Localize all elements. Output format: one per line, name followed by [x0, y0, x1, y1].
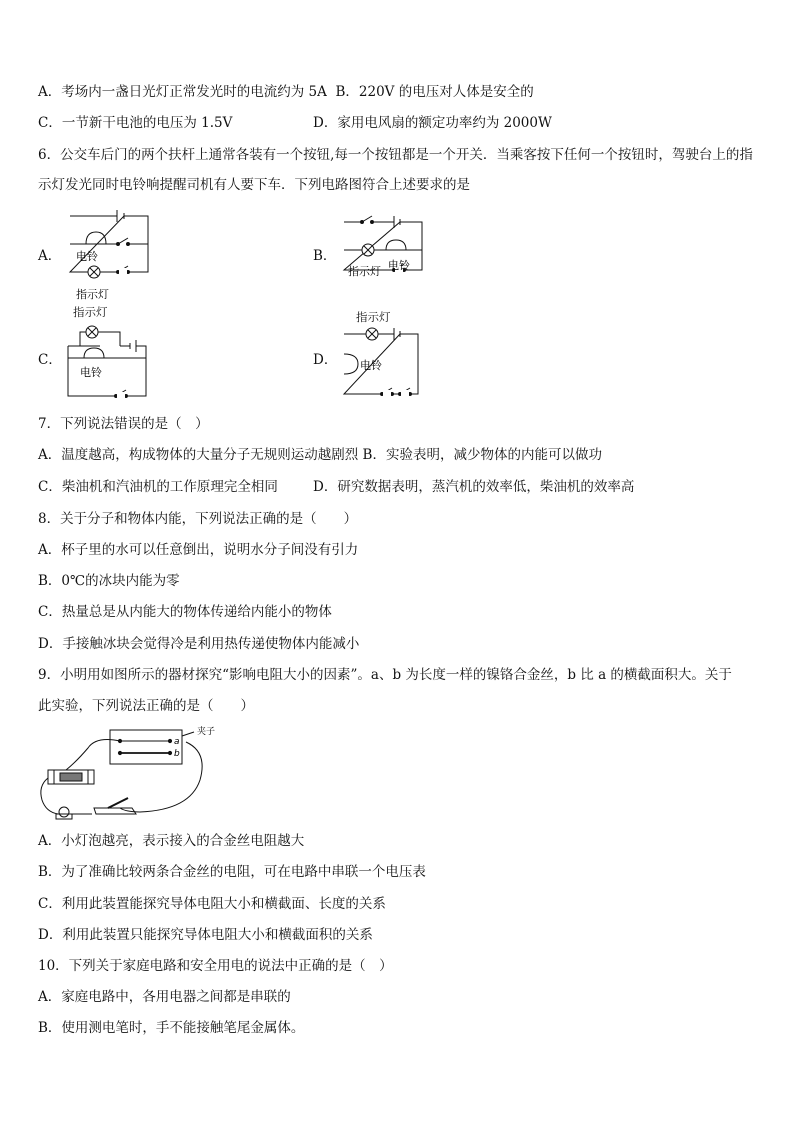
q9-wire-a-label: a	[174, 737, 180, 747]
q7-stem: 7．下列说法错误的是（ ）	[38, 416, 209, 432]
q5-option-c: C．一节新干电池的电压为 1.5V	[38, 115, 233, 131]
q9-experiment-figure	[36, 726, 216, 826]
q5-option-a-b-line	[38, 82, 534, 102]
q6-d-lamp-label: 指示灯	[356, 310, 391, 324]
q9-clip-label: 夹子	[197, 727, 216, 737]
q6-a-switch-gap	[119, 268, 127, 274]
q9-option-d: D．利用此装置只能探究导体电阻大小和横截面积的关系	[38, 927, 373, 943]
q6-d-switch-gap-2	[401, 390, 409, 396]
q7-option-a-b: A．温度越高，构成物体的大量分子无规则运动越剧烈 B．实验表明，减少物体的内能可以做功	[38, 447, 602, 463]
q6-option-d-label: D．	[313, 352, 338, 368]
q6-option-a-label: A．	[38, 248, 62, 264]
q6-c-lamp-label: 指示灯	[73, 305, 108, 319]
q6-circuit-c	[60, 320, 160, 402]
q8-stem: 8．关于分子和物体内能，下列说法正确的是（ ）	[38, 511, 358, 527]
q8-option-c: C．热量总是从内能大的物体传递给内能小的物体	[38, 604, 332, 620]
q6-stem-line2: 示灯发光同时电铃响提醒司机有人要下车．下列电路图符合上述要求的是	[38, 177, 470, 193]
q5-option-b: B．220V 的电压对人体是安全的	[335, 84, 534, 100]
q8-option-d: D．手接触冰块会觉得冷是利用热传递使物体内能减小	[38, 636, 360, 652]
q10-option-b: B．使用测电笔时，手不能接触笔尾金属体。	[38, 1020, 305, 1036]
q6-circuit-b	[338, 208, 438, 288]
q6-option-c-label: C．	[38, 352, 62, 368]
q10-option-a: A．家庭电路中，各用电器之间都是串联的	[38, 989, 291, 1005]
q6-a-bell-label: 电铃	[76, 250, 98, 263]
q9-stem-line2: 此实验，下列说法正确的是（ ）	[38, 698, 254, 714]
q9-wire-b-label: b	[174, 749, 180, 759]
q6-a-lamp-label: 指示灯	[76, 288, 109, 301]
q6-c-bell-label: 电铃	[80, 366, 102, 379]
q8-option-a: A．杯子里的水可以任意倒出，说明水分子间没有引力	[38, 542, 359, 558]
q6-circuit-a	[62, 204, 162, 302]
q9-option-b: B．为了准确比较两条合金丝的电阻，可在电路中串联一个电压表	[38, 864, 426, 880]
q5-option-d: D．家用电风扇的额定功率约为 2000W	[313, 115, 552, 131]
q6-c-switch-gap	[117, 392, 125, 398]
q6-d-switch-gap-1	[383, 390, 391, 396]
q7-option-c: C．柴油机和汽油机的工作原理完全相同	[38, 479, 278, 495]
q7-option-d: D．研究数据表明，蒸汽机的效率低，柴油机的效率高	[313, 479, 635, 495]
q6-stem-line1: 6．公交车后门的两个扶杆上通常各装有一个按钮,每一个按钮都是一个开关．当乘客按下任何一个按钮时，驾驶台上的指	[38, 147, 753, 163]
q9-stem-line1: 9．小明用如图所示的器材探究“影响电阻大小的因素”。a、b 为长度一样的镍铬合金丝，b 比 a 的横截面积大。关于	[38, 667, 732, 683]
q9-option-a: A．小灯泡越亮，表示接入的合金丝电阻越大	[38, 833, 305, 849]
q6-option-b-label: B．	[313, 248, 337, 264]
q6-circuit-d	[338, 324, 438, 400]
q9-option-c: C．利用此装置能探究导体电阻大小和横截面、长度的关系	[38, 896, 386, 912]
q6-d-bell-label: 电铃	[360, 359, 382, 372]
q8-option-b: B．0℃的冰块内能为零	[38, 573, 180, 589]
q6-b-lamp-label: 指示灯	[348, 265, 381, 278]
q10-stem: 10．下列关于家庭电路和安全用电的说法中正确的是（ ）	[38, 958, 393, 974]
q5-option-a: A．考场内一盏日光灯正常发光时的电流约为 5A	[38, 84, 327, 100]
q6-b-bell-label: 电铃	[388, 259, 410, 272]
